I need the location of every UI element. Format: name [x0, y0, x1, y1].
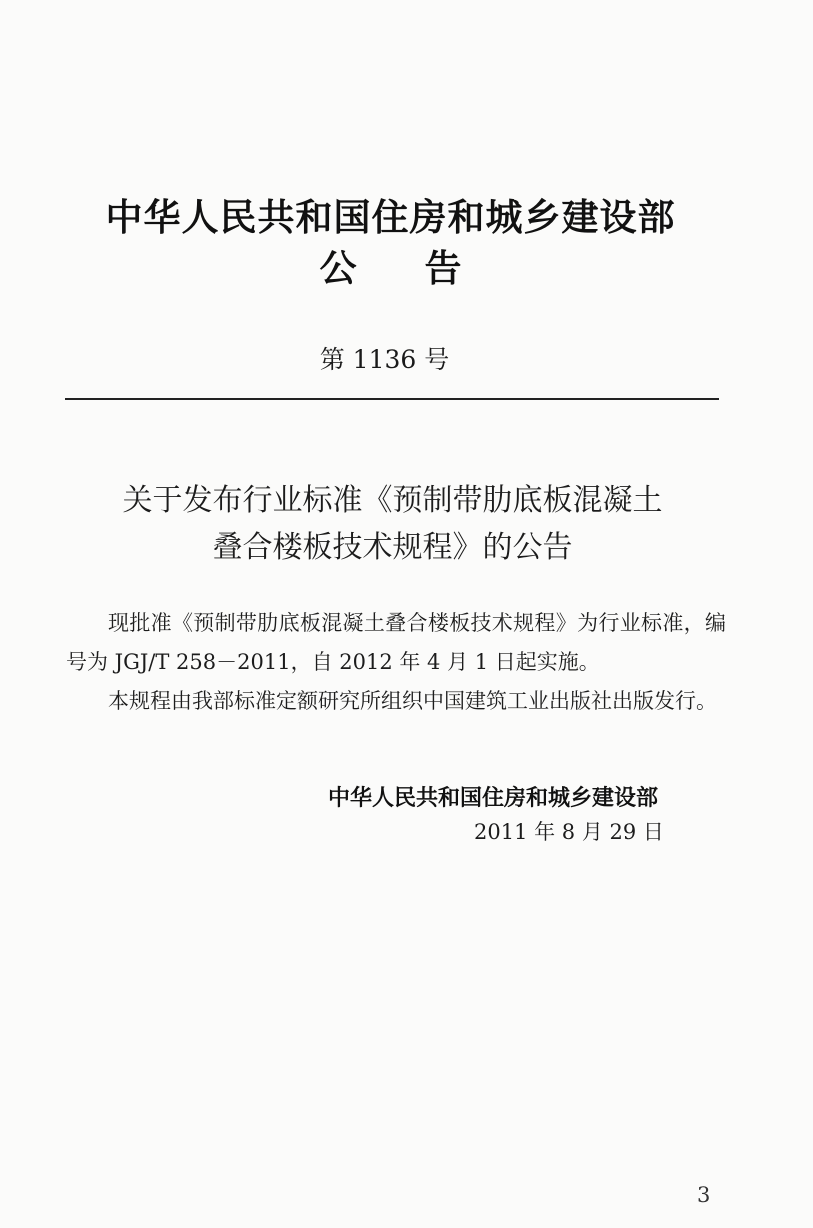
notice-number: 第 1136 号	[319, 345, 450, 374]
ministry-title: 中华人民共和国住房和城乡建设部	[105, 196, 676, 239]
subject-line-1: 关于发布行业标准《预制带肋底板混凝土	[122, 483, 663, 518]
signature-date: 2011 年 8 月 29 日	[474, 820, 664, 844]
notice-title: 公告	[319, 247, 530, 290]
page-number: 3	[697, 1183, 711, 1207]
horizontal-rule	[65, 398, 719, 400]
signature-issuer: 中华人民共和国住房和城乡建设部	[328, 786, 659, 811]
notice-subject	[0, 477, 813, 571]
body-paragraph-approval: 现批准《预制带肋底板混凝土叠合楼板技术规程》为行业标准，编号为 JGJ/T 258－2011，自 2012 年 4 月 1 日起实施。	[66, 611, 726, 674]
body-paragraph-publication: 本规程由我部标准定额研究所组织中国建筑工业出版社出版发行。	[108, 689, 717, 713]
notice-body	[66, 604, 726, 721]
subject-line-2: 叠合楼板技术规程》的公告	[212, 530, 573, 565]
